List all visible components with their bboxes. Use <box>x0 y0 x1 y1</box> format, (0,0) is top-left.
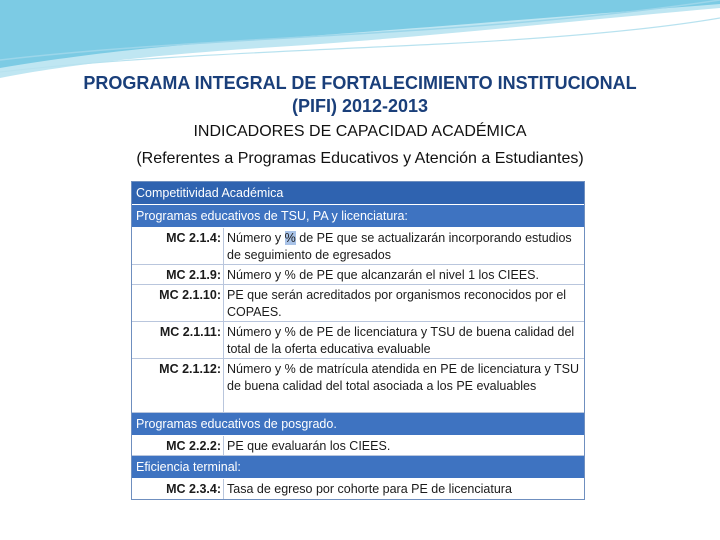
indicator-code: MC 2.1.11: <box>132 322 224 358</box>
indicators-table <box>131 181 585 500</box>
section-heading-eficiencia: Eficiencia terminal: <box>132 456 584 479</box>
section-heading-posgrado: Programas educativos de posgrado. <box>132 413 584 436</box>
desc-text: Número y <box>227 231 285 245</box>
table-row <box>132 322 584 359</box>
table-row <box>132 228 584 265</box>
indicator-description: Número y % de PE que alcanzarán el nivel 1 los CIEES. <box>227 268 539 282</box>
table-row <box>132 265 584 285</box>
desc-text: de PE que se actualizarán incorporando estudios de seguimiento de egresados <box>227 231 572 262</box>
highlighted-percent: % <box>284 231 296 245</box>
indicator-code: MC 2.1.10: <box>132 285 224 321</box>
indicator-description: Tasa de egreso por cohorte para PE de licenciatura <box>227 482 512 496</box>
table-row <box>132 479 584 499</box>
indicator-code: MC 2.2.2: <box>132 436 224 455</box>
page-title-line2: (PIFI) 2012-2013 <box>291 96 429 116</box>
section-heading-licenciatura: Programas educativos de TSU, PA y licenciatura: <box>132 205 584 228</box>
indicator-description <box>224 228 584 264</box>
subtitle-line2: (Referentes a Programas Educativos y Atención a Estudiantes) <box>136 150 584 167</box>
indicator-code: MC 2.1.4: <box>132 228 224 264</box>
page-title-line1: PROGRAMA INTEGRAL DE FORTALECIMIENTO INSTITUCIONAL <box>83 73 637 93</box>
indicator-code: MC 2.1.12: <box>132 359 224 412</box>
table-row <box>132 285 584 322</box>
indicator-description: PE que serán acreditados por organismos reconocidos por el COPAES. <box>227 288 567 319</box>
indicator-code: MC 2.1.9: <box>132 265 224 284</box>
indicator-description: Número y % de matrícula atendida en PE de licenciatura y TSU de buena calidad del total asociada a los PE evaluables <box>227 362 580 393</box>
indicator-description: PE que evaluarán los CIEES. <box>227 439 391 453</box>
table-row <box>132 436 584 456</box>
table-row <box>132 359 584 413</box>
subtitle-line1: INDICADORES DE CAPACIDAD ACADÉMICA <box>193 123 527 140</box>
indicator-description: Número y % de PE de licenciatura y TSU de buena calidad del total de la oferta educativa evaluable <box>227 325 575 356</box>
table-title: Competitividad Académica <box>132 182 584 205</box>
indicator-code: MC 2.3.4: <box>132 479 224 499</box>
